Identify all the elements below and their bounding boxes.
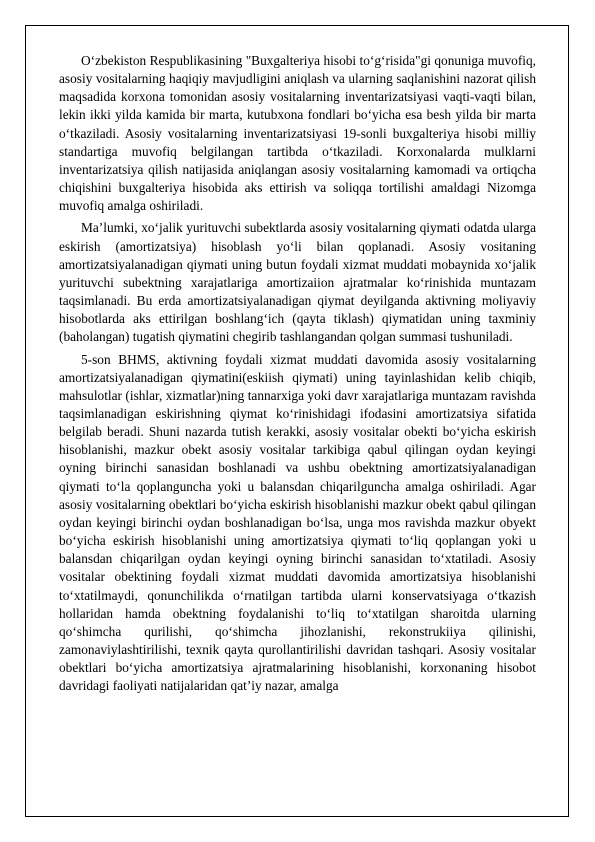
document-body	[59, 52, 536, 699]
paragraph-depreciation-intro: Ma’lumki, xo‘jalik yurituvchi subektlarda asosiy vositalarning qiymati odatda ularga eskirish (amortizatsiya) hisoblash yo‘li bilan qoplanadi. Asosiy vositaning amortizatsiyalanadigan qiymati uning butun foydali xizmat muddati mobaynida xo‘jalik yurituvchi subektning xarajatlariga amortizaiion ajratmalar ko‘rinishida muntazam taqsimlanadi. Bu erda amortizatsiyalanadigan qiymat deyilganda aktivning moliyaviy hisobotlarda aks ettirilgan boshlang‘ich (qayta tiklash) qiymatidan uning taxminiy (baholangan) tugatish qiymatini chegirib tashlangandan qolgan summasi tushuniladi.	[59, 220, 536, 345]
paragraph-bhms-5: 5-son BHMS, aktivning foydali xizmat muddati davomida asosiy vositalarning amortizatsiyalanadigan qiymatini(eskiish qiymati) uning tayinlashidan kelib chiqib, mahsulotlar (ishlar, xizmatlar)ning tannarxiga yoki davr xarajatlariga muntazam ravishda taqsimlanadigan eskirishning qiymat ko‘rinishidagi ifodasini amortizatsiya sifatida belgilab beradi. Shuni nazarda tutish kerakki, asosiy vositalar obekti bo‘yicha eskirish hisoblanishi, mazkur obekt asosiy vositalar tarkibiga qabul qilingan oydan keyingi oyning birinchi sanasidan boshlanadi va ushbu obektning amortizatsiyalanadigan qiymati to‘la qoplanguncha yoki u balansdan chiqarilguncha amalga oshiriladi. Agar asosiy vositalarning obektlari bo‘yicha eskirish hisoblanishi mazkur obekt qabul qilingan oydan keyingi birinchi oydan boshlanadigan bo‘lsa, unga mos ravishda mazkur obyekt bo‘yicha eskirish hisoblanishi uning amortizatsiya qiymati to‘liq qoplangan yoki u balansdan chiqarilgan oydan keyingi oyning birinchi sanasidan to‘xtatiladi. Asosiy vositalar obektining foydali xizmat muddati davomida amortizatsiya hisoblanishi to‘xtatilmaydi, qonunchilikda o‘rnatilgan tartibda ularni konservatsiyaga o‘tkazish hollaridan hamda obektning foydalanishi to‘liq to‘xtatilgan sharoitda ularning qo‘shimcha qurilishi, qo‘shimcha jihozlanishi, rekonstrukiiya qilinishi, zamonaviylashtirilishi, texnik qayta qurollantirilishi davridan tashqari. Asosiy vositalar obektlari bo‘yicha amortizatsiya ajratmalarining hisoblanishi, korxonaning hisobot davridagi faoliyati natijalaridan qat’iy nazar, amalga	[59, 351, 536, 694]
paragraph-inventory: O‘zbekiston Respublikasining "Buxgalteriya hisobi to‘g‘risida"gi qonuniga muvofiq, asosiy vositalarning haqiqiy mavjudligini aniqlash va ularning saqlanishini nazorat qilish maqsadida korxona tomonidan asosiy vositalarning inventarizatsiyasi vaqti-vaqti bilan, lekin ikki yilda kamida bir marta, kutubxona fondlari bo‘yicha esa besh yilda bir marta o‘tkaziladi. Asosiy vositalarning inventarizatsiyasi 19-sonli buxgalteriya hisobi milliy standartiga muvofiq belgilangan tartibda o‘tkaziladi. Korxonalarda mulklarni inventarizatsiya qilish natijasida aniqlangan asosiy vositalarning kamomadi va ortiqcha chiqishini buxgalteriya hisobida aks ettirish va soliqqa tortilishi amaldagi Nizomga muvofiq amalga oshiriladi.	[59, 53, 536, 214]
